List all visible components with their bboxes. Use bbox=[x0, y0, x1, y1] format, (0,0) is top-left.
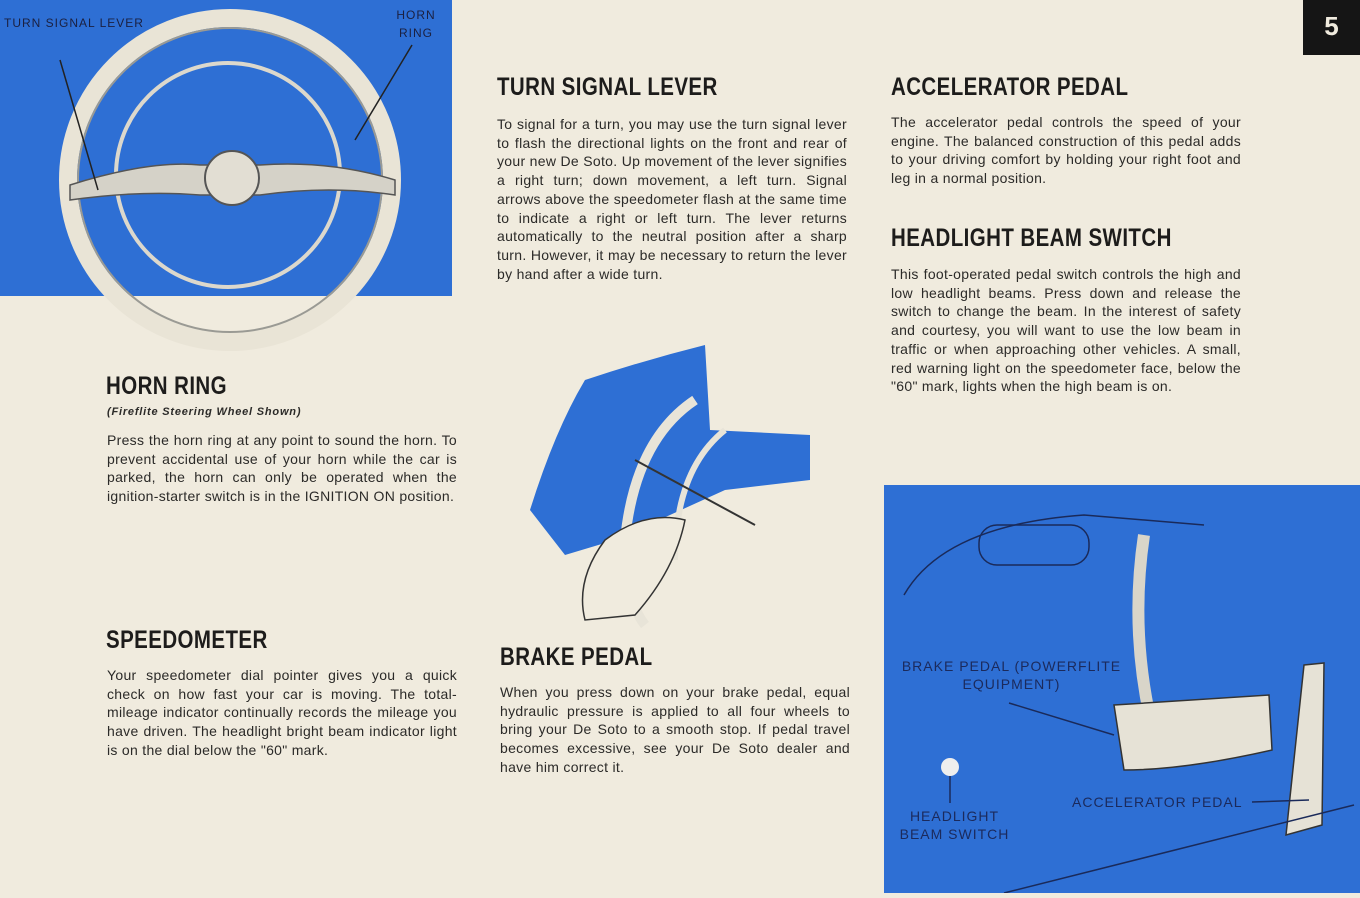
accelerator-heading: ACCELERATOR PEDAL bbox=[891, 73, 1129, 101]
accelerator-text: The accelerator pedal controls the speed of your engine. The balanced construction of this pedal adds to your driving comfort by holding your right foot and leg in a normal position. bbox=[891, 114, 1241, 187]
turn-signal-text: To signal for a turn, you may use the turn signal lever to flash the directional lights on the front and rear of your new De Soto. Up movement of the lever signifies a right turn; down movement, a left turn. Signal arrows above the speedometer flash at the same time to indicate a right or left turn. The lever returns automatically to the neutral position after a sharp turn. However, it may be necessary to return the lever by hand after a wide turn. bbox=[497, 116, 847, 282]
speedometer-heading: SPEEDOMETER bbox=[106, 626, 268, 654]
turn-signal-lever-label: TURN SIGNAL LEVER bbox=[4, 16, 144, 30]
steering-wheel-illustration bbox=[0, 0, 460, 360]
horn-ring-text: Press the horn ring at any point to sound the horn. To prevent accidental use of your horn while the car is parked, the horn can only be operated when the ignition-starter switch is in the IGNITION ON position. bbox=[107, 432, 457, 505]
horn-ring-heading: HORN RING bbox=[106, 372, 228, 400]
horn-ring-label: HORN RING bbox=[396, 8, 436, 40]
steering-wheel-icon bbox=[0, 0, 460, 360]
brake-pedal-text: When you press down on your brake pedal, equal hydraulic pressure is applied to all four wheels to bring your De Soto to a smooth stop. If pedal travel becomes excessive, see your De Soto dealer and have him correct it. bbox=[500, 684, 850, 775]
headlight-heading: HEADLIGHT BEAM SWITCH bbox=[891, 224, 1172, 252]
accelerator-pedal-label: ACCELERATOR PEDAL bbox=[1072, 794, 1243, 810]
page-number: 5 bbox=[1303, 0, 1360, 55]
speedometer-text: Your speedometer dial pointer gives you a quick check on how fast your car is moving. The total-mileage indicator continually records the mileage you have driven. The headlight bright beam indicator light is on the dial below the "60" mark. bbox=[107, 667, 457, 758]
brake-pedal-heading: BRAKE PEDAL bbox=[500, 643, 653, 671]
turn-signal-heading: TURN SIGNAL LEVER bbox=[497, 73, 718, 101]
hand-on-lever-illustration bbox=[525, 340, 815, 630]
headlight-text: This foot-operated pedal switch controls the high and low headlight beams. Press down and release the switch to change the beam. In the interest of safety and courtesy, you will want to use the low beam in traffic or when approaching other vehicles. A small, red warning light on the speedometer face, below the "60" mark, lights when the high beam is on. bbox=[891, 266, 1241, 395]
brake-pedal-label: BRAKE PEDAL (POWERFLITE EQUIPMENT) bbox=[901, 658, 1122, 692]
horn-ring-subtitle: (Fireflite Steering Wheel Shown) bbox=[107, 406, 302, 418]
pedals-illustration bbox=[884, 485, 1360, 893]
headlight-switch-label: HEADLIGHT BEAM SWITCH bbox=[899, 808, 1010, 842]
